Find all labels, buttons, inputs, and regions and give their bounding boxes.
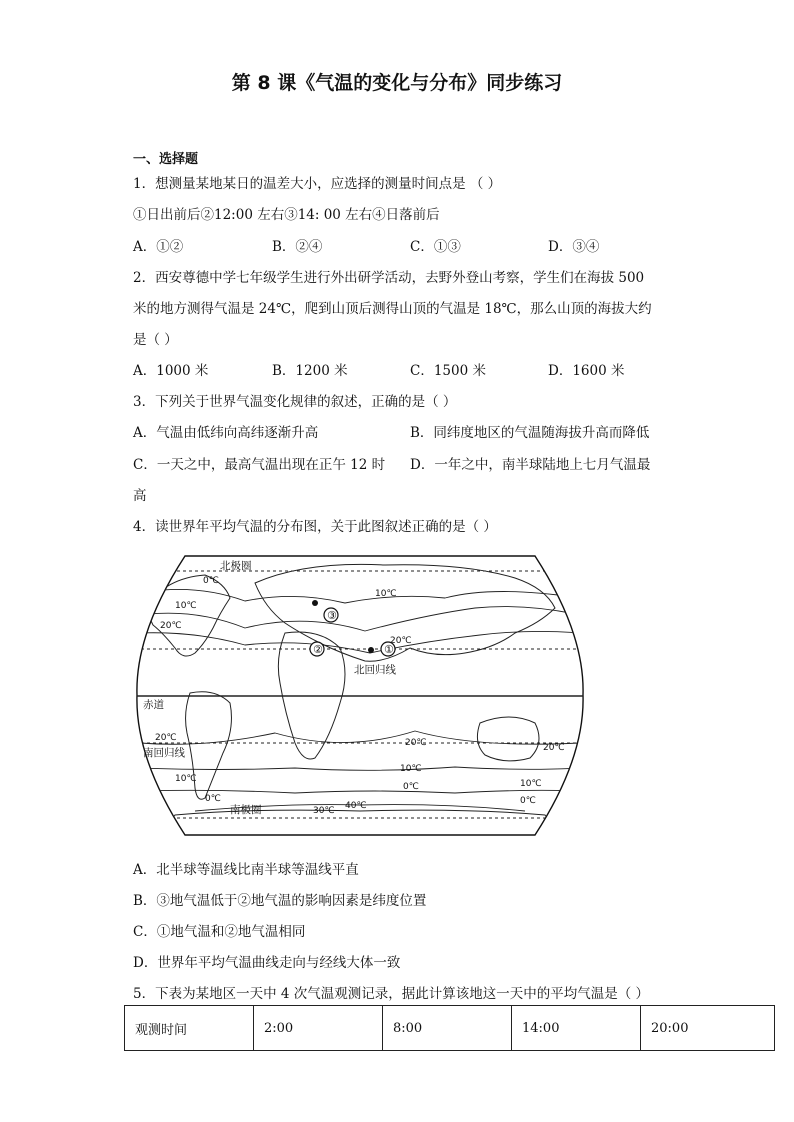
isotherm-label-s20a: 20℃ — [155, 733, 177, 743]
q3-option-a[interactable]: A．气温由低纬向高纬逐渐升高 — [133, 425, 319, 441]
section-heading: 一、选择题 — [133, 152, 199, 167]
table-cell: 14:00 — [512, 1006, 641, 1051]
table-cell: 20:00 — [641, 1006, 775, 1051]
q1-option-a[interactable]: A．①② — [133, 239, 184, 255]
table-cell: 8:00 — [383, 1006, 512, 1051]
q3-option-b[interactable]: B．同纬度地区的气温随海拔升高而降低 — [410, 425, 650, 441]
isotherm-label-n20b: 20℃ — [390, 636, 412, 646]
marker-1-dot — [368, 647, 374, 653]
q1-stem: 1．想测量某地某日的温差大小，应选择的测量时间点是 （ ） — [133, 176, 502, 192]
q3-stem: 3．下列关于世界气温变化规律的叙述，正确的是（ ） — [133, 394, 457, 410]
table-row — [125, 1006, 775, 1051]
isotherm-label-n10b: 10℃ — [375, 589, 397, 599]
q1-option-c[interactable]: C．①③ — [410, 239, 461, 255]
q2-option-d[interactable]: D．1600 米 — [548, 363, 625, 379]
q1-option-b[interactable]: B．②④ — [272, 239, 323, 255]
q2-stem-line-2: 米的地方测得气温是 24℃，爬到山顶后测得山顶的气温是 18℃，那么山顶的海拔大约 — [133, 301, 652, 317]
marker-3-dot — [312, 600, 318, 606]
table-cell: 观测时间 — [125, 1006, 254, 1051]
world-temperature-map — [135, 553, 585, 838]
isotherm-label-s0a: 0℃ — [205, 794, 221, 804]
q3-option-d-wrap: 高 — [133, 488, 147, 504]
q2-option-b[interactable]: B．1200 米 — [272, 363, 348, 379]
label-tropic-north: 北回归线 — [354, 664, 396, 676]
label-equator: 赤道 — [143, 699, 164, 711]
observation-table — [124, 1005, 775, 1051]
isotherm-label-n20a: 20℃ — [160, 621, 182, 631]
label-point-2: ② — [313, 643, 323, 656]
q2-option-c[interactable]: C．1500 米 — [410, 363, 486, 379]
label-tropic-south: 南回归线 — [143, 747, 185, 759]
q4-option-c[interactable]: C．①地气温和②地气温相同 — [133, 924, 306, 940]
q3-option-c[interactable]: C．一天之中，最高气温出现在正午 12 时 — [133, 457, 386, 473]
isotherm-label-s20b: 20℃ — [405, 738, 427, 748]
q4-stem: 4．读世界年平均气温的分布图，关于此图叙述正确的是（ ） — [133, 519, 497, 535]
q2-stem-line-1: 2．西安尊德中学七年级学生进行外出研学活动，去野外登山考察，学生们在海拔 500 — [133, 270, 645, 286]
isotherm-label-s40: 40℃ — [345, 801, 367, 811]
isotherm-label-s0c: 0℃ — [520, 796, 536, 806]
q1-option-d[interactable]: D．③④ — [548, 239, 600, 255]
page-title: 第 8 课《气温的变化与分布》同步练习 — [231, 72, 563, 94]
isotherm-label-s30: 30℃ — [313, 806, 335, 816]
q4-option-b[interactable]: B．③地气温低于②地气温的影响因素是纬度位置 — [133, 893, 427, 909]
q3-option-d[interactable]: D．一年之中，南半球陆地上七月气温最 — [410, 457, 651, 473]
isotherm-label-s10b: 10℃ — [400, 764, 422, 774]
table-cell: 2:00 — [254, 1006, 383, 1051]
isotherm-label-n10a: 10℃ — [175, 601, 197, 611]
q4-option-a[interactable]: A．北半球等温线比南半球等温线平直 — [133, 862, 359, 878]
isotherm-label-s20c: 20℃ — [543, 743, 565, 753]
isotherm-label-s0b: 0℃ — [403, 782, 419, 792]
label-antarctic-circle: 南极圈 — [230, 804, 262, 816]
q5-stem: 5．下表为某地区一天中 4 次气温观测记录，据此计算该地这一天中的平均气温是（ ） — [133, 986, 650, 1002]
isotherm-label-s10a: 10℃ — [175, 774, 197, 784]
q2-option-a[interactable]: A．1000 米 — [133, 363, 209, 379]
label-point-3: ③ — [327, 609, 337, 622]
isotherm-label-n0: 0℃ — [203, 576, 219, 586]
isotherm-label-s10c: 10℃ — [520, 779, 542, 789]
label-point-1: ① — [384, 643, 394, 656]
label-arctic-circle: 北极圈 — [220, 560, 252, 572]
q1-info: ①日出前后②12:00 左右③14: 00 左右④日落前后 — [133, 207, 440, 223]
q4-option-d[interactable]: D．世界年平均气温曲线走向与经线大体一致 — [133, 955, 401, 971]
q2-stem-line-3: 是（ ） — [133, 332, 178, 348]
